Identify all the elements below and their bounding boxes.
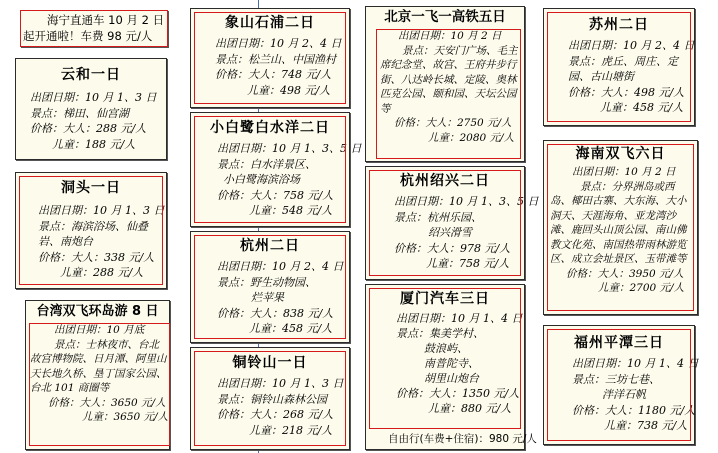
adult-label: 大人：: [250, 188, 283, 202]
adult-label: 大人：: [425, 117, 457, 129]
tour-card-xiangshan: [190, 8, 350, 108]
adult-price: 838 元/人: [283, 306, 334, 320]
tour-spots: 虎丘、周庄、定园、古山塘街: [568, 54, 678, 83]
child-label: 儿童：: [82, 411, 114, 423]
tour-spots-2: 绍兴滑雪: [428, 226, 472, 239]
tour-body: [366, 29, 524, 145]
adult-label: 大人：: [79, 396, 111, 409]
price-label: 价格：: [30, 122, 63, 135]
tour-spots: 天安门广场、毛主席纪念堂、故宫、王府井步行街、八达岭长城、定陵、奥林匹克公园、颐和园、天坛公园等: [380, 44, 518, 115]
date-label: 出团日期：: [398, 30, 451, 42]
tour-date: 10 月底: [106, 324, 145, 336]
child-price: 2080 元/人: [459, 131, 515, 144]
child-label: 儿童：: [247, 83, 280, 97]
date-label: 出团日期：: [54, 324, 107, 336]
tour-spots: 铜铃山森林公园: [250, 392, 327, 406]
adult-price: 1350 元/人: [462, 387, 520, 400]
adult-price: 268 元/人: [283, 408, 334, 421]
child-label: 儿童：: [249, 204, 282, 217]
date-label: 出团日期：: [38, 204, 93, 217]
adult-label: 大人：: [63, 122, 96, 135]
date-label: 出团日期：: [572, 166, 625, 178]
price-label: 价格：: [396, 387, 429, 400]
tour-spots-3: 南普陀寺、: [424, 357, 479, 370]
tour-body: [191, 259, 349, 337]
tour-card-dongtou: [15, 172, 167, 289]
spots-label: 景点：: [394, 210, 427, 224]
tour-date: 10 月 1、3、5 日: [449, 195, 539, 208]
child-label: 儿童：: [52, 137, 85, 151]
tour-spots-1: 白水洋景区、: [250, 157, 316, 171]
tour-body: [16, 90, 166, 152]
tour-body: [544, 165, 697, 296]
child-price: 738 元/人: [637, 419, 688, 432]
tour-body: [191, 376, 349, 438]
child-label: 儿童：: [249, 322, 282, 335]
tour-body: [16, 203, 166, 281]
tour-date: 10 月 2、4 日: [623, 39, 695, 52]
tour-title: 杭州二日: [240, 238, 300, 254]
child-price: 758 元/人: [459, 257, 510, 270]
tour-title: 台湾双飞环岛游 8 日: [36, 304, 159, 319]
tour-date: 10 月 1、3 日: [85, 91, 157, 104]
tour-body: [544, 38, 694, 116]
child-label: 儿童：: [428, 402, 461, 415]
tour-title: 北京一飞一高铁五日: [384, 9, 506, 25]
date-label: 出团日期：: [217, 377, 272, 390]
tour-date: 10 月 1、4 日: [451, 312, 523, 325]
spots-label: 景点：: [215, 52, 248, 66]
adult-label: 大人：: [71, 250, 104, 264]
tour-spots: 士林夜市、台北故宫博物院、日月潭、阿里山天长地久桥、垦丁国家公园、台北 101 商圈等: [30, 338, 167, 394]
price-label: 价格：: [215, 68, 248, 81]
adult-label: 大人：: [429, 387, 462, 400]
tour-spots-2: 鼓浪屿、: [424, 342, 468, 355]
child-label: 儿童：: [249, 423, 282, 437]
spots-label: 景点：: [54, 338, 86, 351]
price-label: 价格：: [217, 188, 250, 202]
adult-price: 2750 元/人: [457, 117, 512, 129]
child-price: 458 元/人: [282, 322, 333, 335]
price-label: 价格：: [572, 403, 605, 417]
child-price: 188 元/人: [85, 137, 136, 151]
date-label: 出团日期：: [396, 312, 451, 325]
spots-label: 景点：: [38, 219, 71, 233]
tour-title: 福州平潭三日: [574, 335, 664, 351]
spots-label: 景点：: [217, 157, 250, 171]
tour-date: 10 月 1、3 日: [93, 204, 165, 217]
spots-label: 景点：: [217, 392, 250, 406]
adult-price: 3950 元/人: [629, 267, 684, 280]
adult-price: 338 元/人: [104, 250, 155, 264]
price-label: 价格：: [217, 306, 250, 320]
date-label: 出团日期：: [217, 142, 272, 155]
child-price: 548 元/人: [282, 204, 333, 217]
date-label: 出团日期：: [217, 260, 272, 273]
spots-label: 景点：: [568, 54, 601, 68]
tour-card-taiwan: [25, 300, 170, 450]
adult-price: 288 元/人: [96, 122, 147, 135]
price-label: 价格：: [38, 250, 71, 264]
child-label: 儿童：: [604, 419, 637, 432]
adult-price: 1180 元/人: [638, 403, 696, 417]
adult-price: 748 元/人: [281, 68, 332, 81]
tour-spots-4: 胡里山炮台: [424, 372, 479, 385]
spots-label: 景点：: [572, 372, 605, 386]
child-label: 儿童：: [600, 101, 633, 114]
top-note-line2: 起开通啦！车费 98 元/人: [23, 29, 153, 43]
child-price: 458 元/人: [633, 101, 684, 114]
child-price: 2700 元/人: [629, 282, 685, 294]
adult-label: 大人：: [601, 85, 634, 99]
adult-label: 大人：: [605, 403, 638, 417]
tour-spots-1: 三坊七巷、: [605, 372, 660, 386]
tour-card-xiamen: [365, 284, 537, 450]
tour-card-shaoxing: [365, 166, 539, 280]
tour-card-baishuiyang: [190, 112, 362, 227]
adult-label: 大人：: [427, 241, 460, 255]
tour-title: 云和一日: [61, 67, 121, 83]
tour-body: [26, 323, 169, 425]
top-note-line1: 海宁直通车 10 月 2 日: [47, 13, 165, 27]
price-label: 价格：: [394, 241, 427, 255]
tour-card-hainan: [543, 140, 698, 315]
tour-body: [191, 36, 349, 98]
tour-title: 苏州二日: [589, 17, 649, 33]
spots-label: 景点：: [217, 275, 250, 289]
spots-label: 景点：: [402, 44, 434, 57]
price-label: 价格：: [394, 117, 426, 129]
tour-spots: 海滨浴场、仙叠岩、南炮台: [38, 219, 148, 248]
tour-title: 厦门汽车三日: [400, 291, 490, 307]
tour-body: [191, 141, 362, 219]
tour-card-yunhe: [15, 58, 167, 160]
tour-card-beijing: [365, 6, 525, 162]
adult-price: 498 元/人: [634, 85, 685, 99]
child-price: 218 元/人: [282, 423, 333, 437]
tour-card-hangzhou: [190, 231, 350, 343]
child-price: 3650 元/人: [113, 411, 169, 423]
tour-card-suzhou: [543, 8, 695, 126]
tour-date: 10 月 2 日: [624, 166, 676, 178]
tour-body: [366, 194, 539, 272]
price-label: 价格：: [217, 408, 250, 421]
child-label: 儿童：: [598, 282, 630, 294]
tour-spots: 梯田、仙宫湖: [63, 106, 129, 120]
tour-title: 杭州绍兴二日: [400, 173, 490, 189]
tour-title: 小白鹭白水洋二日: [210, 120, 330, 136]
adult-price: 3650 元/人: [111, 396, 166, 409]
child-price: 880 元/人: [461, 402, 512, 415]
tour-card-fuzhou: [543, 325, 699, 445]
tour-body: [544, 356, 699, 434]
tour-body: [366, 311, 524, 416]
tour-date: 10 月 1、4 日: [627, 357, 699, 370]
tour-spots: 分界洲岛或西岛、椰田古寨、大东海、大小洞天、天涯海角、亚龙湾沙滩、鹿回头山顶公园、南山佛教文化苑、南国热带雨林游览区、成立会址景区、玉带滩等: [550, 180, 687, 265]
adult-price: 978 元/人: [460, 241, 511, 255]
date-label: 出团日期：: [568, 39, 623, 52]
spots-label: 景点：: [30, 106, 63, 120]
date-label: 出团日期：: [394, 195, 449, 208]
tour-spots-1: 杭州乐园、: [427, 210, 482, 224]
child-price: 288 元/人: [93, 266, 144, 279]
tour-spots-2: 小白鹭海滨浴场: [223, 173, 300, 186]
tour-spots-2: 泮洋石帆: [602, 388, 646, 401]
child-label: 儿童：: [426, 257, 459, 270]
tour-spots-1: 集美学村、: [429, 327, 484, 340]
child-price: 498 元/人: [280, 83, 331, 97]
tour-title: 铜铃山一日: [232, 355, 308, 371]
adult-price: 758 元/人: [283, 188, 334, 202]
date-label: 出团日期：: [30, 91, 85, 104]
tour-spots-1: 野生动物园、: [250, 275, 316, 289]
tour-date: 10 月 1、3、5 日: [272, 142, 362, 155]
price-label: 价格：: [48, 396, 80, 409]
adult-label: 大人：: [250, 408, 283, 421]
tour-title: 象山石浦二日: [225, 15, 315, 31]
tour-title: 海南双飞六日: [575, 146, 666, 162]
top-note-card: [20, 10, 168, 47]
adult-label: 大人：: [597, 267, 629, 280]
date-label: 出团日期：: [572, 357, 627, 370]
tour-spots-2: 烂苹果: [251, 291, 284, 304]
adult-label: 大人：: [250, 306, 283, 320]
tour-date: 10 月 2 日: [450, 30, 502, 42]
adult-label: 大人：: [248, 68, 281, 81]
tour-spots: 松兰山、中国渔村: [248, 52, 336, 66]
child-label: 儿童：: [60, 266, 93, 279]
tour-title: 洞头一日: [61, 180, 121, 196]
tour-date: 10 月 2、4 日: [272, 260, 344, 273]
tour-card-tongling: [190, 347, 350, 450]
date-label: 出团日期：: [215, 37, 270, 50]
price-label: 价格：: [566, 267, 598, 280]
tour-date: 10 月 1、3 日: [272, 377, 344, 390]
tour-date: 10 月 2、4 日: [270, 37, 342, 50]
child-label: 儿童：: [428, 131, 460, 144]
spots-label: 景点：: [396, 327, 429, 340]
spots-label: 景点：: [580, 180, 612, 193]
self-drive-price: 自由行(车费+住宿)：980 元/人: [388, 433, 537, 445]
price-label: 价格：: [568, 85, 601, 99]
